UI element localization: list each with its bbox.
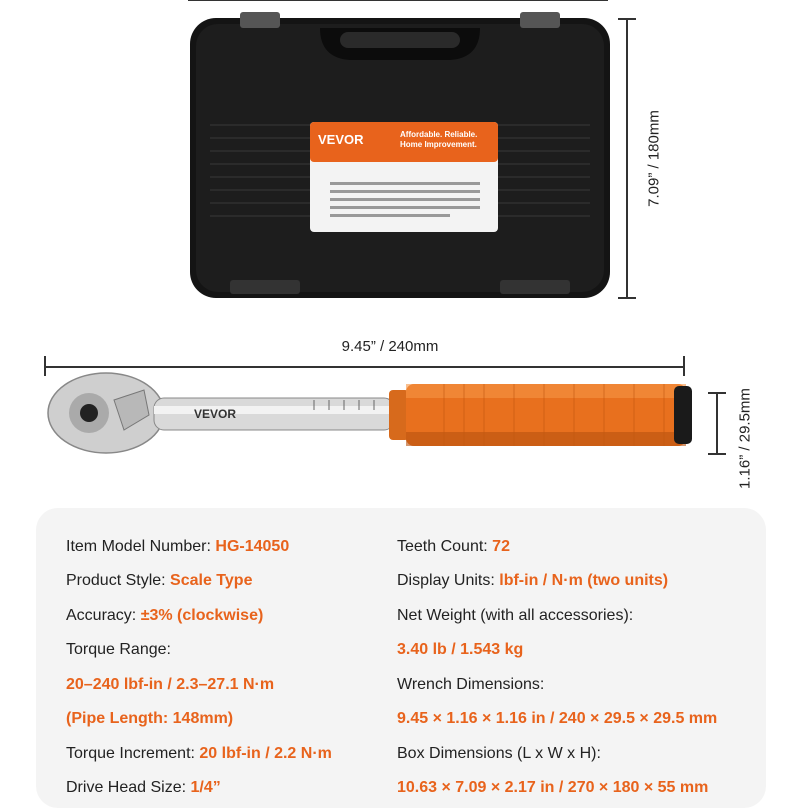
svg-text:VEVOR: VEVOR [194,407,237,421]
spec-product-style: Product Style: Scale Type [66,572,253,589]
spec-pipe-length: (Pipe Length: 148mm) [66,710,234,727]
handle-diameter-line [716,392,718,454]
spec-model-number: Item Model Number: HG-14050 [66,538,290,555]
spec-torque-range-value: 20–240 lbf-in / 2.3–27.1 N·m [66,676,275,693]
spec-wrench-dimensions-label: Wrench Dimensions: [397,676,545,693]
handle-diameter-cap-top [708,392,726,394]
wrench-length-line [44,366,684,368]
spec-torque-range-label: Torque Range: [66,641,171,658]
label-tagline-2: Home Improvement. [400,140,477,149]
spec-box-dimensions-label: Box Dimensions (L x W x H): [397,745,601,762]
label-tagline-1: Affordable. Reliable. [400,130,478,139]
case-height-cap-bottom [618,297,636,299]
case-height-line [626,18,628,298]
spec-torque-increment: Torque Increment: 20 lbf-in / 2.2 N·m [66,745,332,762]
top-dimension-line [188,0,608,5]
spec-box-dimensions-value: 10.63 × 7.09 × 2.17 in / 270 × 180 × 55 mm [397,779,709,796]
case-height-label: 7.09” / 180mm [645,110,663,207]
spec-display-units: Display Units: lbf-in / N·m (two units) [397,572,669,589]
label-brand: VEVOR [318,132,364,147]
spec-accuracy: Accuracy: ±3% (clockwise) [66,607,264,624]
spec-teeth-count: Teeth Count: 72 [397,538,510,555]
spec-wrench-dimensions-value: 9.45 × 1.16 × 1.16 in / 240 × 29.5 × 29.5 mm [397,710,718,727]
handle-diameter-cap-bottom [708,453,726,455]
wrench-length-label: 9.45” / 240mm [300,338,480,355]
torque-wrench-image [44,370,694,470]
spec-net-weight-label: Net Weight (with all accessories): [397,607,634,624]
handle-diameter-label: 1.16” / 29.5mm [736,388,754,489]
case-height-cap-top [618,18,636,20]
spec-drive-head-size: Drive Head Size: 1/4” [66,779,221,796]
spec-net-weight-value: 3.40 lb / 1.543 kg [397,641,524,658]
carrying-case-image [190,10,610,305]
